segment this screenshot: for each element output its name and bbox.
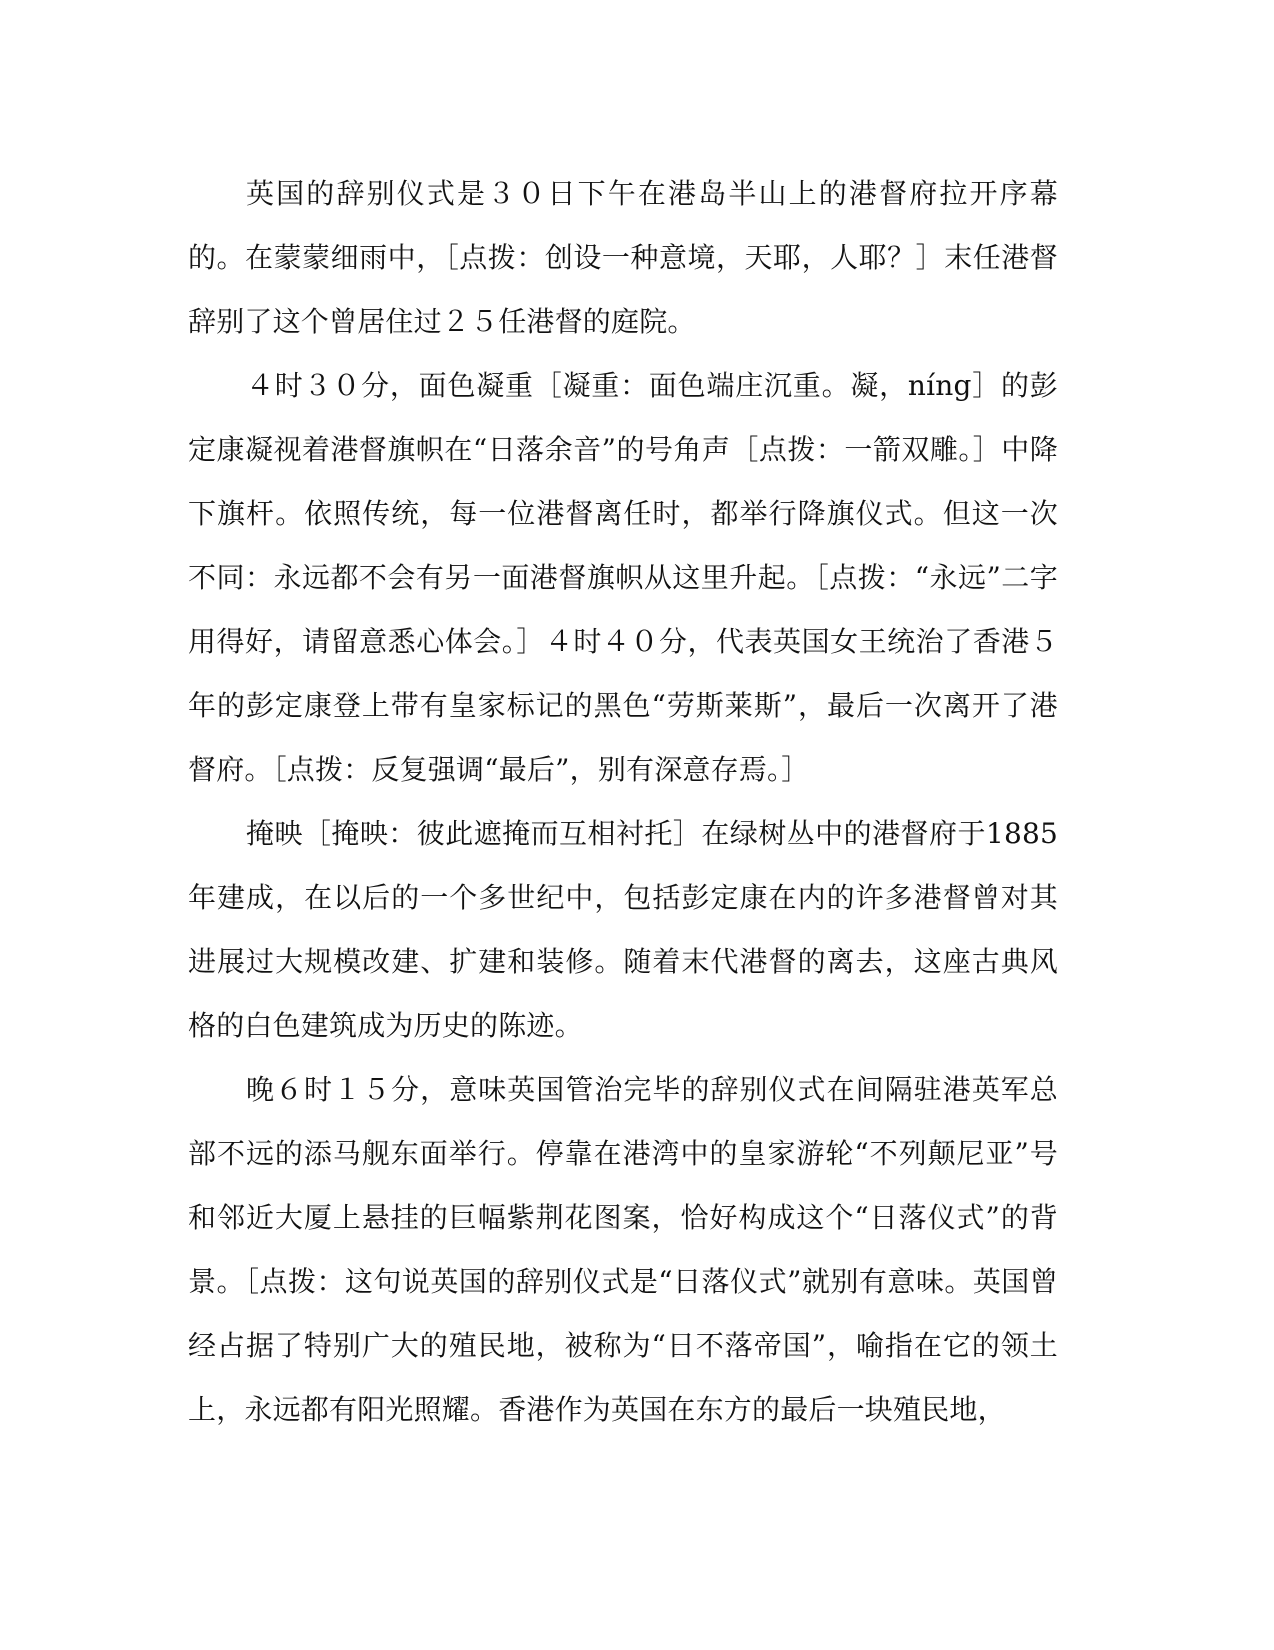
paragraph: ４时３０分，面色凝重［凝重：面色端庄沉重。凝，níng］的彭定康凝视着港督旗帜在“日落余音”的号角声［点拨：一箭双雕。］中降下旗杆。依照传统，每一位港督离任时，都举行降旗仪式。但这一次不同：永远都不会有另一面港督旗帜从这里升起。［点拨：“永远”二字用得好，请留意悉心体会。］４时４０分，代表英国女王统治了香港５年的彭定康登上带有皇家标记的黑色“劳斯莱斯”，最后一次离开了港督府。［点拨：反复强调“最后”，别有深意存焉。］ [188,369,1058,786]
paragraph: 晚６时１５分，意味英国管治完毕的辞别仪式在间隔驻港英军总部不远的添马舰东面举行。停靠在港湾中的皇家游轮“不列颠尼亚”号和邻近大厦上悬挂的巨幅紫荆花图案，恰好构成这个“日落仪式”的背景。［点拨：这句说英国的辞别仪式是“日落仪式”就别有意味。英国曾经占据了特别广大的殖民地，被称为“日不落帝国”，喻指在它的领土上，永远都有阳光照耀。香港作为英国在东方的最后一块殖民地， [188,1073,1058,1426]
paragraph: 英国的辞别仪式是３０日下午在港岛半山上的港督府拉开序幕的。在蒙蒙细雨中，［点拨：创设一种意境，天耶，人耶？］末任港督辞别了这个曾居住过２５任港督的庭院。 [188,177,1058,338]
document-body [188,162,1058,1442]
paragraph: 掩映［掩映：彼此遮掩而互相衬托］在绿树丛中的港督府于1885年建成，在以后的一个多世纪中，包括彭定康在内的许多港督曾对其进展过大规模改建、扩建和装修。随着末代港督的离去，这座古典风格的白色建筑成为历史的陈迹。 [188,817,1058,1042]
